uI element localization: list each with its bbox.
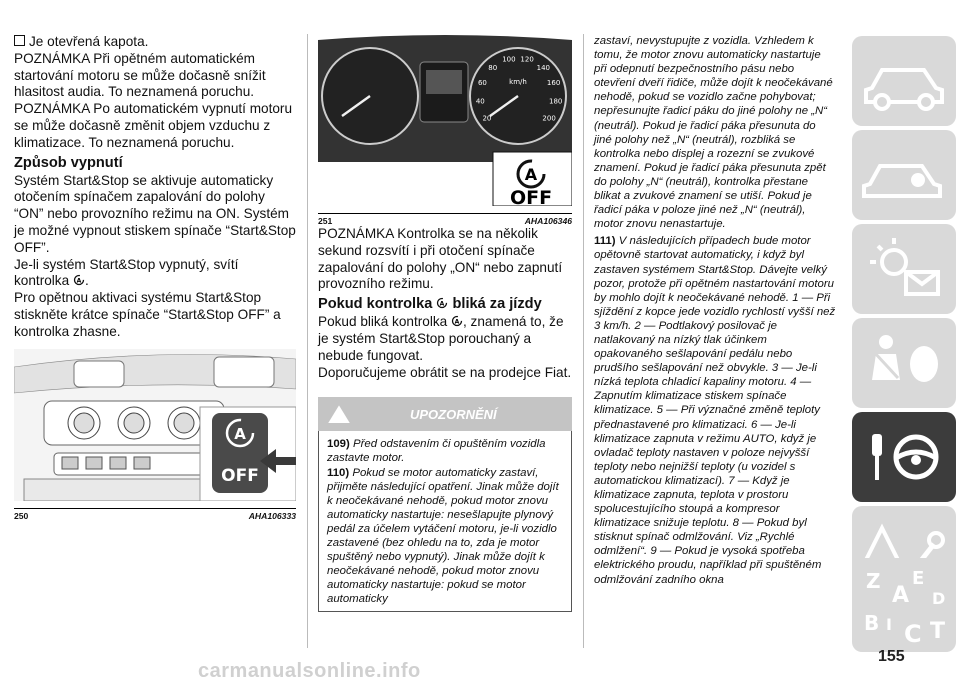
para-activation: Systém Start&Stop se aktivuje automaticky otočením spínačem zapalování do polohy “ON” nebo provozního režimu na ON. Systém je možné vypnout stiskem spínače “Start&Stop OFF”.: [14, 172, 296, 255]
speed-unit-label: km/h: [509, 78, 527, 86]
column-1: [14, 34, 296, 521]
seatbelt-airbag-icon: [852, 318, 956, 408]
speed-tick-label: 120: [520, 55, 534, 64]
warning-box: [318, 431, 572, 611]
warning-110: 110) Pokud se motor automaticky zastaví, přijměte následující opatření. Jinak může dojít k neočekávané nehodě, pokud motor znovu automaticky nastartuje: nesešlapujte plynový pedál za účelem vytáčení motoru, je-li vozidlo zastavené (bez ohledu na to, zda je motor spuštěný nebo vypnutý). Jinak může dojít k neočekávané nehodě, pokud motor znovu automaticky nastartuje: pokud se motor automaticky: [327, 466, 559, 606]
index-letter: Z: [866, 569, 881, 593]
speed-tick-label: 40: [475, 97, 485, 106]
warning-110-continued: zastaví, nevystupujte z vozidla. Vzhledem k tomu, že motor znovu automaticky nastartuje při odepnutí bezpečnostního pásu nebo otevření dveří řidiče, může dojít k neočekávané nehodě, pokud se vozidlo začne pohybovat; nepřesunujte řadicí páku do jiné polohy ne „N“ (neutrál). Pokud je řadicí páka přesunuta do jiné polohy než „N“ (neutrál), rozbliká se kontrolka nebo displej a rozezní se zvukové znamení. Pokud je řadicí páka přesunuta zpět do polohy „N“ (neutrál), kontrolka přestane blikat a zvukové znamení se utiší. Pokud je řadicí páka v poloze jiné než „N“ (neutrál), motor znovu nenastartuje.: [594, 35, 833, 231]
index-letter: E: [912, 568, 925, 589]
index-letter: T: [930, 619, 946, 644]
warning-111: 111) V následujících případech bude motor opětovně startovat automaticky, i když byl zastaven systémem Start&Stop. Dávejte velký pozor, protože při opětném nastartování motoru by mohlo dojít k neočekávané nehodě. 1 — Při sjíždění z kopce jede vozidlo rychlostí vyšší než 3 km/h. 2 — Podtlakový posilovač je natlakovaný na nízký tlak účinkem opakovaného sešlapování pedálu nebo prudšího sešlapování než obvykle. 3 — Je-li nízká teplota chladicí kapaliny motoru. 4 — Zapnutím klimatizace stiskem spínače klimatizace. 5 — Při význačné změně teploty přednastavené pro klimatizaci. 6 — Je-li klimatizace zapnuta v režimu AUTO, když je ovladač teploty nastaven v poloze nejvyšší teploty nebo nejnižší teploty (u vozidel s automatickou klimatizací). 7 — Když je klimatizace zapnuta, teplota v prostoru spolucestujícího stoupá a kompresor klimatizace snižuje teplotu. 8 — Pokud byl stisknut spínač odmlžování. Viz „Rychlé odmlžení“. 9 — Pokud je vysoká spotřeba elektrického proudu, například při spuštěném odmlžování zadního okna: [594, 235, 836, 586]
index-letter: I: [886, 615, 892, 634]
tab-index[interactable]: [852, 558, 956, 652]
tab-vehicle-overview[interactable]: [852, 36, 956, 126]
heading-blinking: Pokud kontrolka A bliká za jízdy: [318, 296, 542, 313]
start-stop-off-icon: [451, 315, 463, 327]
dashboard-switch-illustration: [14, 349, 296, 501]
dashboard-car-icon: [852, 130, 956, 220]
figure-251-off-label: OFF: [509, 187, 553, 206]
speed-tick-label: 160: [546, 79, 561, 88]
figure-250-letter: A: [234, 424, 246, 443]
figure-250: [14, 349, 296, 521]
speed-tick-label: 60: [477, 79, 487, 88]
tab-warning-lights[interactable]: [852, 224, 956, 314]
svg-text:A: A: [76, 277, 82, 285]
speed-tick-label: 100: [502, 55, 516, 64]
para-blinking: Pokud bliká kontrolka A , znamená to, že je systém Start&Stop porouchaný a nebude fungovat.: [318, 314, 564, 363]
speed-tick-label: 80: [488, 64, 498, 73]
note-light-on: POZNÁMKA Kontrolka se na několik sekund rozsvítí i při otočení spínače zapalování do polohy „ON“ nebo zapnutí provozního režimu.: [318, 226, 563, 292]
light-and-envelope-icon: [852, 224, 956, 314]
speed-tick-label: 140: [536, 64, 550, 73]
instrument-cluster-illustration: [318, 34, 572, 206]
column-divider: [583, 34, 584, 648]
column-2: [318, 34, 572, 612]
bullet-hood-open: Je otevřená kapota.: [14, 34, 296, 51]
svg-text:A: A: [454, 318, 460, 326]
alphabet-icon: [852, 558, 956, 652]
para-dealer: Doporučujeme obrátit se na prodejce Fiat.: [318, 364, 572, 380]
index-letter: A: [892, 583, 910, 608]
warning-header: UPOZORNĚNÍ: [318, 397, 572, 431]
index-letter: C: [904, 620, 922, 648]
speed-tick-label: 180: [549, 97, 563, 106]
tab-safety[interactable]: [852, 318, 956, 408]
figure-251: [318, 34, 572, 226]
figure-251-letter: A: [524, 165, 538, 184]
note-aircon: POZNÁMKA Po automatickém vypnutí motoru se může dočasně změnit objem vzduchu z klimatizace. To neznamená poruchu.: [14, 101, 293, 150]
speed-tick-label: 20: [482, 114, 492, 123]
figure-250-caption: 250 AHA106333: [14, 508, 296, 521]
car-icon: [852, 36, 956, 126]
note-audio: POZNÁMKA Při opětném automatickém startování motoru se může dočasně snížit hlasitost audia. To neznamená poruchu.: [14, 50, 266, 100]
tab-dashboard[interactable]: [852, 130, 956, 220]
column-3: [594, 34, 836, 587]
key-and-steering-wheel-icon: [852, 412, 956, 502]
page-number: 155: [878, 648, 905, 665]
watermark: carmanualsonline.info: [198, 660, 421, 682]
start-stop-off-icon: [436, 297, 448, 309]
para-off-light: Je-li systém Start&Stop vypnutý, svítí kontrolka A .: [14, 256, 239, 289]
checkbox-icon: [14, 35, 25, 46]
heading-deactivation: Způsob vypnutí: [14, 154, 123, 171]
figure-250-off-label: OFF: [221, 465, 259, 486]
warning-109: 109) Před odstavením či opuštěním vozidla zastavte motor.: [327, 438, 546, 465]
index-letter: B: [864, 611, 880, 635]
speed-tick-label: 200: [542, 114, 556, 123]
warning-icon: [328, 405, 350, 423]
tab-starting-driving[interactable]: [852, 412, 956, 502]
start-stop-off-icon: [73, 274, 85, 286]
column-divider: [307, 34, 308, 648]
figure-251-caption: 251 AHA106346: [318, 213, 572, 226]
svg-text:A: A: [440, 300, 445, 308]
index-letter: D: [932, 589, 946, 608]
para-reactivate: Pro opětnou aktivaci systému Start&Stop stiskněte krátce spínače “Start&Stop OFF” a kontrolka zhasne.: [14, 290, 281, 339]
